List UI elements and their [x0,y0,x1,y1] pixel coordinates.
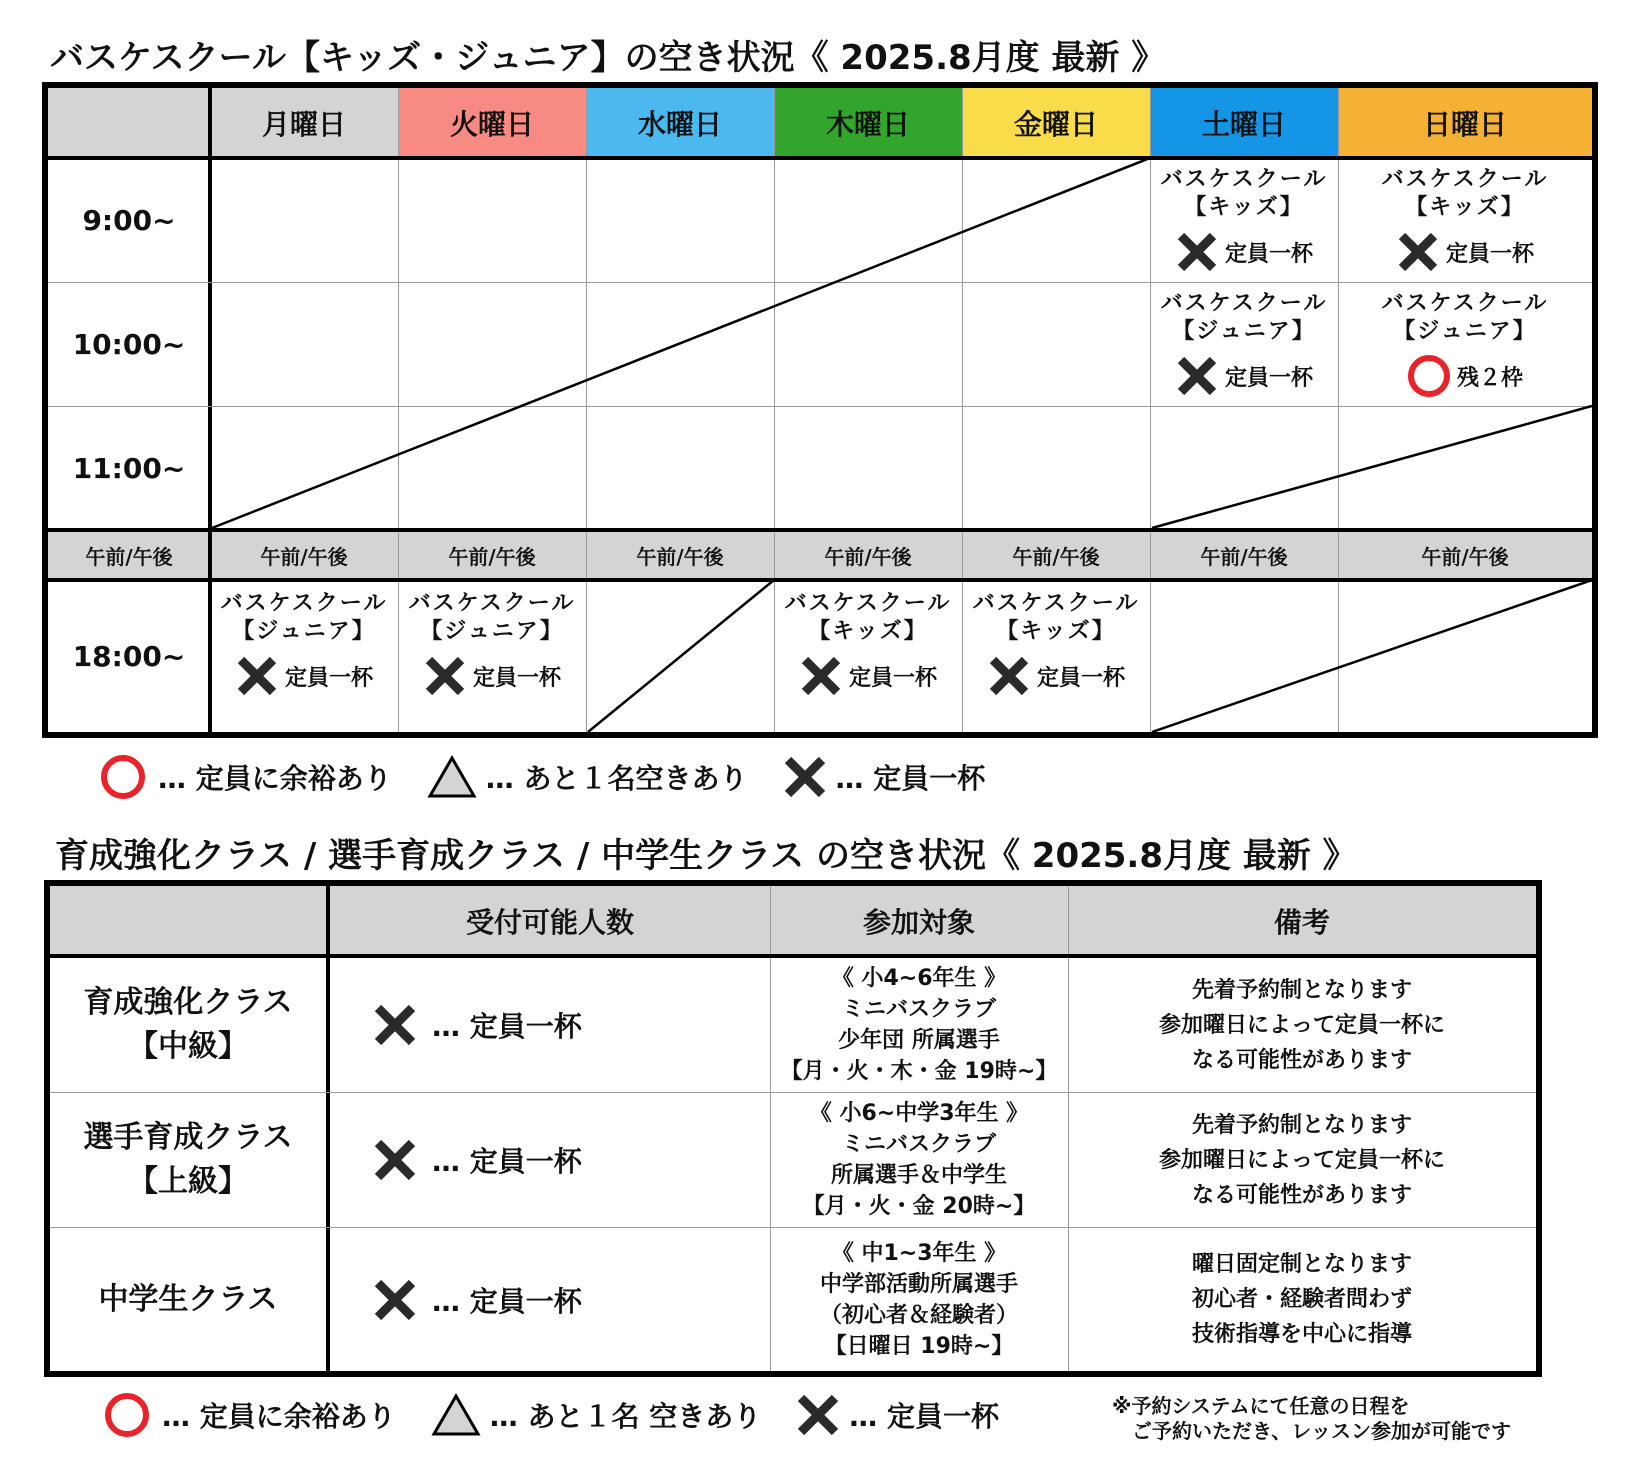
ampm-label: 午前/午後 [824,544,912,569]
slot-status [1150,230,1338,274]
slot-status [1338,230,1592,274]
triangle-icon [430,1392,482,1438]
slot-sun-9 [1338,166,1592,274]
cross-icon [372,1002,418,1048]
class-name: 育成強化クラス [83,985,293,1020]
cross-icon [1175,230,1219,274]
target-line: 中学部活動所属選手 [819,1271,1018,1297]
cross-icon [1175,354,1219,398]
class-title: 育成強化クラス / 選手育成クラス / 中学生クラス の空き状況《 2025.8月度 最新 》 [55,836,1357,876]
ampm-label: 午前/午後 [260,544,348,569]
capacity-status: … 定員一杯 [432,1284,582,1318]
slot-class-level: 【キッズ】 [1184,195,1304,220]
slot-status [1150,354,1338,398]
slot-class-level: 【キッズ】 [1405,195,1525,220]
time-label-11: 11:00~ [72,451,186,485]
notes-cell [1068,958,1536,1092]
target-line: 【月・火・木・金 19時~】 [780,1059,1058,1084]
slot-class-level: 【ジュニア】 [1393,319,1537,344]
cross-icon [987,654,1031,698]
day-header-wed: 水曜日 [586,88,774,158]
note-line: 技術指導を中心に指導 [1191,1322,1412,1347]
slot-class-name: バスケスクール [1160,291,1328,316]
class-level: 【上級】 [128,1164,248,1199]
note-line: なる可能性があります [1191,1047,1412,1073]
class-name-cell [50,958,326,1092]
slot-class-level: 【キッズ】 [996,619,1116,644]
slot-status [210,654,398,698]
schedule-table [42,82,1598,738]
slot-class-name: バスケスクール [1381,167,1549,192]
slot-status-text: 定員一杯 [1445,241,1534,267]
class-name: 中学生クラス [98,1281,278,1317]
day-header-sun: 日曜日 [1338,88,1592,158]
slot-status [774,654,962,698]
cross-icon [1396,230,1440,274]
header-capacity: 受付可能人数 [465,906,634,939]
capacity-status: … 定員一杯 [432,1145,582,1178]
slot-status-text: 定員一杯 [1036,665,1125,691]
target-cell [770,1093,1068,1227]
slot-mon-18 [210,590,398,698]
cross-icon [795,1392,841,1438]
slot-class-name: バスケスクール [784,591,952,616]
ampm-label: 午前/午後 [85,544,173,569]
capacity-cell [330,1093,770,1227]
note-line: 先着予約制となります [1191,977,1412,1003]
slot-fri-18 [962,590,1150,698]
class-name-cell [50,1228,326,1371]
note-line: 曜日固定制となります [1191,1252,1412,1277]
slot-class-name: バスケスクール [1381,291,1549,316]
slot-status-text: 定員一杯 [472,665,561,691]
slot-class-name: バスケスクール [220,591,388,616]
legend-one-left-label: … あと１名 空きあり [489,1400,762,1433]
header-target: 参加対象 [862,906,975,939]
red-circle-icon [1407,354,1451,398]
ampm-label: 午前/午後 [1421,544,1509,569]
slot-class-level: 【ジュニア】 [420,619,564,644]
slot-status-text: 残２枠 [1456,365,1523,391]
legend-bottom [104,1392,1033,1438]
footnote-line: ※予約システムにて任意の日程を [1112,1394,1410,1418]
note-line: なる可能性があります [1191,1182,1412,1208]
day-header-thu: 木曜日 [774,88,962,158]
slot-status [398,654,586,698]
cross-icon [372,1137,418,1183]
slot-class-name: バスケスクール [972,591,1140,616]
footnote [1112,1394,1511,1444]
slot-status-text: 定員一杯 [1224,241,1313,267]
time-label-10: 10:00~ [72,327,186,361]
legend-available-label: … 定員に余裕あり [162,1400,396,1433]
slot-status-text: 定員一杯 [284,665,373,691]
notes-cell [1068,1228,1536,1371]
note-line: 参加曜日によって定員一杯に [1158,1012,1445,1038]
legend-full-label: … 定員一杯 [835,762,986,795]
day-header-tue: 火曜日 [398,88,586,158]
slot-class-level: 【キッズ】 [808,619,928,644]
schedule-title: バスケスクール【キッズ・ジュニア】の空き状況《 2025.8月度 最新 》 [50,38,1166,78]
red-circle-icon [104,1392,154,1438]
slot-tue-18 [398,590,586,698]
target-line: （初心者＆経験者） [819,1302,1018,1328]
cross-icon [372,1277,418,1323]
capacity-cell [330,1228,770,1371]
legend-top [100,754,1019,800]
target-line: 少年団 所属選手 [838,1028,1000,1053]
cross-icon [799,654,843,698]
slot-status-text: 定員一杯 [848,665,937,691]
ampm-label: 午前/午後 [636,544,724,569]
ampm-label: 午前/午後 [1200,544,1288,569]
slot-status [1338,354,1592,398]
slot-status [962,654,1150,698]
ampm-label: 午前/午後 [448,544,536,569]
slot-status-text: 定員一杯 [1224,365,1313,391]
time-label-9: 9:00~ [82,203,176,237]
target-line: ミニバスクラブ [841,1132,996,1157]
slot-class-level: 【ジュニア】 [232,619,376,644]
legend-one-left-label: … あと１名空きあり [485,762,748,795]
slot-class-level: 【ジュニア】 [1172,319,1316,344]
legend-available-label: … 定員に余裕あり [158,762,392,795]
target-line: ミニバスクラブ [841,997,996,1022]
note-line: 初心者・経験者問わず [1191,1287,1412,1312]
class-table [44,880,1542,1377]
class-level: 【中級】 [128,1029,248,1064]
class-name-cell [50,1093,326,1227]
footnote-line: ご予約いただき、レッスン参加が可能です [1112,1419,1511,1443]
slot-class-name: バスケスクール [1160,167,1328,192]
target-line: 《 中1~3年生 》 [831,1240,1007,1266]
note-line: 参加曜日によって定員一杯に [1158,1147,1445,1173]
cross-icon [423,654,467,698]
target-cell [770,1228,1068,1371]
day-header-mon: 月曜日 [210,88,398,158]
target-cell [770,958,1068,1092]
time-label-18: 18:00~ [72,639,186,673]
target-line: 所属選手＆中学生 [830,1163,1007,1188]
red-circle-icon [100,754,150,800]
target-line: 【日曜日 19時~】 [824,1333,1014,1359]
slot-sun-10 [1338,290,1592,398]
slot-thu-18 [774,590,962,698]
note-line: 先着予約制となります [1191,1112,1412,1138]
triangle-icon [426,754,478,800]
capacity-status: … 定員一杯 [432,1010,582,1043]
target-line: 《 小6~中学3年生 》 [809,1101,1029,1126]
capacity-cell [330,958,770,1092]
notes-cell [1068,1093,1536,1227]
legend-full-label: … 定員一杯 [849,1400,999,1433]
slot-sat-10 [1150,290,1338,398]
slot-class-name: バスケスクール [408,591,576,616]
cross-icon [235,654,279,698]
slot-sat-9 [1150,166,1338,274]
target-line: 《 小4~6年生 》 [831,966,1007,991]
cross-icon [782,754,828,800]
target-line: 【月・火・金 20時~】 [802,1194,1036,1219]
header-notes: 備考 [1273,906,1330,939]
day-header-fri: 金曜日 [962,88,1150,158]
ampm-label: 午前/午後 [1012,544,1100,569]
class-name: 選手育成クラス [83,1120,293,1155]
day-header-sat: 土曜日 [1150,88,1338,158]
